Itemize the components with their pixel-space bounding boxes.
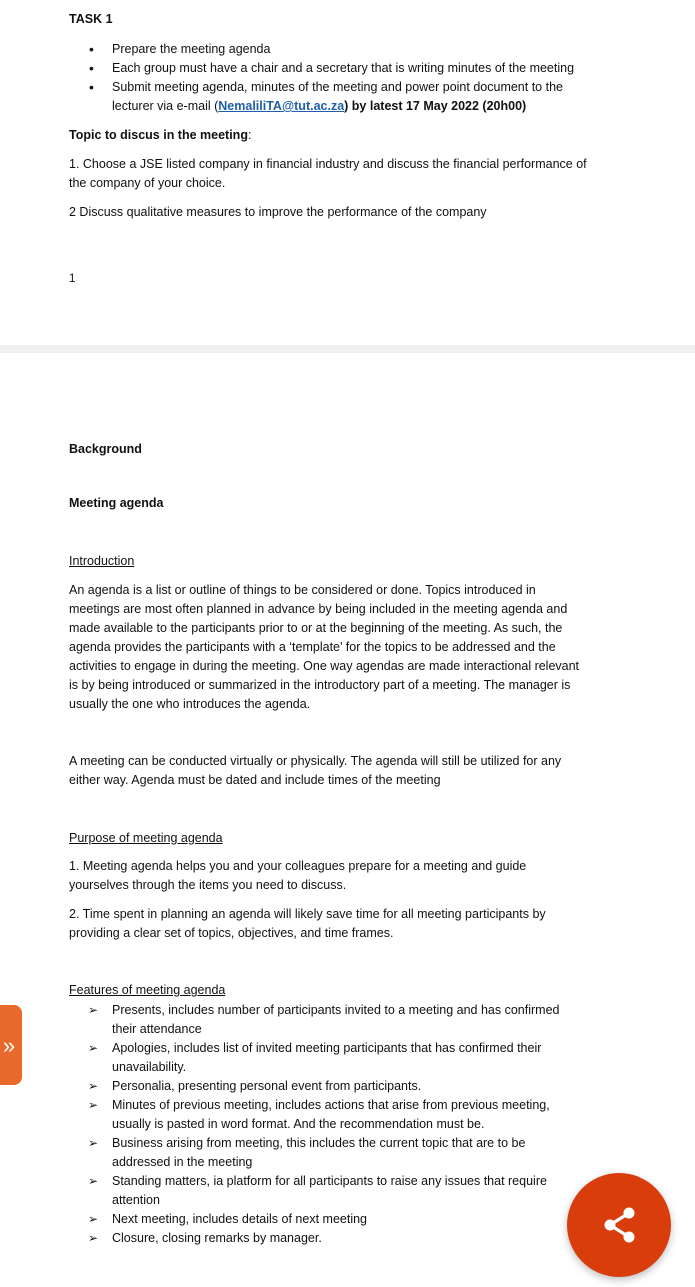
feature-item	[69, 1077, 629, 1096]
purpose-heading: Purpose of meeting agenda	[69, 831, 223, 845]
purpose-item-2	[69, 905, 629, 943]
feature-line: attention	[112, 1193, 160, 1207]
topic-heading-line	[69, 126, 629, 145]
topic-2: 2 Discuss qualitative measures to improve the performance of the company	[69, 205, 487, 219]
topic-1-line: 1. Choose a JSE listed company in financial industry and discuss the financial performance of	[69, 157, 587, 171]
feature-item	[69, 1210, 629, 1229]
task-bullet: • Each group must have a chair and a secretary that is writing minutes of the meeting	[69, 59, 629, 78]
feature-item	[69, 1229, 629, 1248]
topic-colon: :	[247, 128, 252, 142]
topic-1	[69, 155, 629, 193]
introduction-heading: Introduction	[69, 554, 135, 568]
side-panel-toggle-button[interactable]	[0, 1005, 22, 1085]
feature-line: Minutes of previous meeting, includes actions that arise from previous meeting,	[112, 1098, 550, 1112]
feature-line: Standing matters, ia platform for all participants to raise any issues that require	[112, 1174, 547, 1188]
topic-1-line: the company of your choice.	[69, 176, 226, 190]
task-bullet-cont: lecturer via e-mail (	[112, 99, 219, 113]
task-bullet	[69, 78, 629, 116]
feature-line: Next meeting, includes details of next meeting	[112, 1212, 367, 1226]
purpose-item-1	[69, 857, 629, 895]
features-heading: Features of meeting agenda	[69, 983, 226, 997]
paragraph-line: providing a clear set of topics, objectives, and time frames.	[69, 926, 394, 940]
background-heading: Background	[69, 442, 142, 456]
paragraph-line: made available to the participants prior to or at the beginning of the meeting. As such, the	[69, 621, 563, 635]
task-title: TASK 1	[69, 12, 113, 26]
page-number: 1	[69, 273, 76, 285]
paragraph-line: 2. Time spent in planning an agenda will likely save time for all meeting participants by	[69, 907, 546, 921]
paragraph-line: meetings are most often planned in advance by being included in the meeting agenda and	[69, 602, 568, 616]
task-bullet-list	[69, 40, 629, 116]
page-1-content	[69, 10, 629, 289]
feature-line: unavailability.	[112, 1060, 187, 1074]
double-chevron-right-icon: »	[2, 1032, 16, 1058]
paragraph-line: usually the one who introduces the agenda.	[69, 697, 311, 711]
topic-heading: Topic to discus in the meeting	[69, 128, 248, 142]
feature-item	[69, 1134, 629, 1172]
introduction-paragraph	[69, 581, 629, 714]
feature-line: Presents, includes number of participants invited to a meeting and has confirmed	[112, 1003, 560, 1017]
paragraph-line: A meeting can be conducted virtually or physically. The agenda will still be utilized for any	[69, 754, 562, 768]
feature-line: Apologies, includes list of invited meeting participants that has confirmed their	[112, 1041, 542, 1055]
features-list	[69, 1001, 629, 1248]
feature-item	[69, 1172, 629, 1210]
paragraph-line: either way. Agenda must be dated and include times of the meeting	[69, 773, 441, 787]
feature-line: Personalia, presenting personal event from participants.	[112, 1079, 422, 1093]
feature-line: their attendance	[112, 1022, 202, 1036]
feature-line: usually is pasted in word format. And the recommendation must be.	[112, 1117, 485, 1131]
paragraph-line: activities to engage in during the meeting. One way agendas are made interactional relevant	[69, 659, 580, 673]
document-page-1	[0, 0, 695, 345]
share-button[interactable]	[567, 1173, 671, 1277]
feature-line: Business arising from meeting, this includes the current topic that are to be	[112, 1136, 526, 1150]
page-2-content	[69, 440, 629, 1248]
paragraph-line: yourselves through the items you need to discuss.	[69, 878, 347, 892]
feature-item	[69, 1039, 629, 1077]
feature-item	[69, 1096, 629, 1134]
task-bullet-text: Submit meeting agenda, minutes of the meeting and power point document to the	[112, 80, 563, 94]
virtual-paragraph	[69, 752, 629, 790]
paragraph-line: 1. Meeting agenda helps you and your colleagues prepare for a meeting and guide	[69, 859, 527, 873]
page-separator	[0, 345, 695, 353]
paragraph-line: is by being introduced or summarized in the introductory part of a meeting. The manager is	[69, 678, 571, 692]
feature-line: Closure, closing remarks by manager.	[112, 1231, 322, 1245]
deadline-text: ) by latest 17 May 2022 (20h00)	[344, 99, 527, 113]
share-icon	[602, 1206, 636, 1244]
agenda-heading: Meeting agenda	[69, 496, 164, 510]
paragraph-line: agenda provides the participants with a ‘template’ for the topics to be addressed and the	[69, 640, 556, 654]
document-page-2	[0, 353, 695, 1287]
feature-item	[69, 1001, 629, 1039]
paragraph-line: An agenda is a list or outline of things to be considered or done. Topics introduced in	[69, 583, 536, 597]
task-bullet: • Prepare the meeting agenda	[69, 40, 629, 59]
feature-line: addressed in the meeting	[112, 1155, 253, 1169]
email-link[interactable]: NemaliliTA@tut.ac.za	[218, 99, 345, 113]
